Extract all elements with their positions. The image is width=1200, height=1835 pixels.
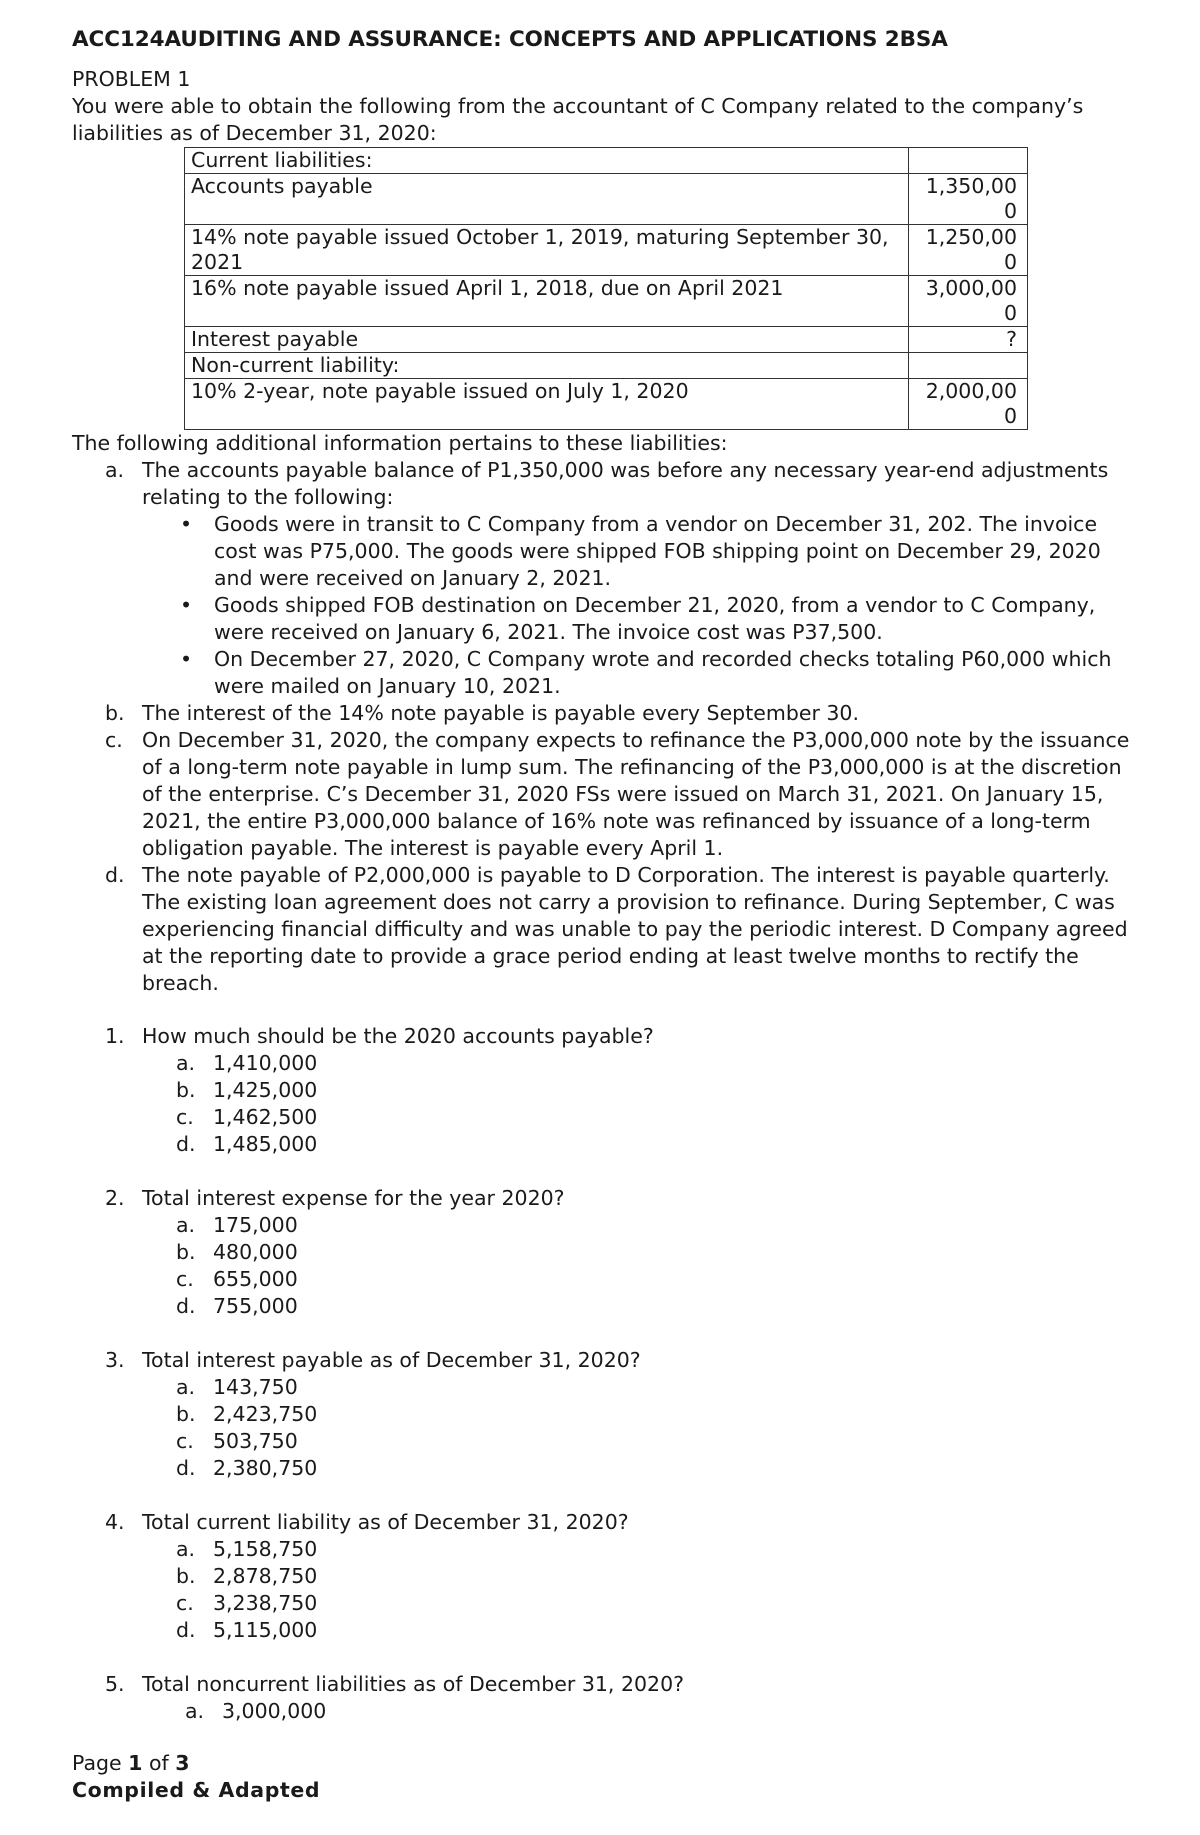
row-description: Non-current liability: [185,353,909,379]
choice-value: 3,000,000 [222,1699,327,1723]
question-item [105,1671,1142,1725]
choice-letter: b. [176,1240,196,1264]
choice-letter: a. [176,1051,196,1075]
question-number: 3. [105,1348,125,1372]
question-text: Total current liability as of December 31, 2020? [142,1510,629,1534]
choice-letter: a. [185,1699,205,1723]
bullet-item [176,592,1142,646]
item-text: The interest of the 14% note payable is payable every September 30. [142,701,859,725]
choice-item [176,1293,1142,1320]
table-row [185,379,1028,430]
item-marker: b. [105,701,125,725]
choice-value: 5,158,750 [213,1537,318,1561]
choice-value: 5,115,000 [213,1618,318,1642]
item-marker: d. [105,863,125,887]
choice-item [176,1374,1142,1401]
bullet-icon: • [180,647,193,671]
row-amount [909,148,1028,174]
row-amount: 1,250,000 [909,225,1028,276]
bullet-text: Goods shipped FOB destination on December 21, 2020, from a vendor to C Company, were received on January 6, 2021. The invoice cost was P37,500. [214,593,1096,644]
choice-item [176,1455,1142,1482]
row-amount: 3,000,000 [909,276,1028,327]
choice-letter: d. [176,1618,196,1642]
of-word: of [148,1751,169,1775]
choice-item [185,1698,1142,1725]
choice-list [176,1050,1142,1158]
choice-value: 655,000 [213,1267,298,1291]
choice-value: 1,485,000 [213,1132,318,1156]
choice-value: 143,750 [213,1375,298,1399]
choice-value: 1,425,000 [213,1078,318,1102]
choice-list [176,1374,1142,1482]
choice-letter: a. [176,1537,196,1561]
list-item [105,862,1142,997]
question-number: 1. [105,1024,125,1048]
choice-item [176,1536,1142,1563]
choice-value: 2,380,750 [213,1456,318,1480]
choice-letter: c. [176,1429,194,1453]
choice-list [185,1698,1142,1725]
choice-letter: d. [176,1456,196,1480]
choice-item [176,1050,1142,1077]
item-text: The accounts payable balance of P1,350,000 was before any necessary year-end adjustments relating to the following: [142,458,1109,509]
choice-value: 503,750 [213,1429,298,1453]
bullet-text: Goods were in transit to C Company from a vendor on December 31, 202. The invoice cost was P75,000. The goods were shipped FOB shipping point on December 29, 2020 and were received on January 2, 2021. [214,512,1101,590]
questions-list [105,1023,1142,1725]
page-counter [72,1750,320,1777]
table-row [185,327,1028,353]
question-item [105,1509,1142,1644]
table-row [185,225,1028,276]
item-marker: c. [105,728,123,752]
choice-value: 2,878,750 [213,1564,318,1588]
page-total: 3 [175,1751,190,1775]
choice-item [176,1239,1142,1266]
page-footer [72,1750,320,1804]
choice-letter: b. [176,1402,196,1426]
row-amount: ? [909,327,1028,353]
intro-paragraph: You were able to obtain the following from the accountant of C Company related to the company’s liabilities as of December 31, 2020: [72,94,1084,145]
choice-letter: b. [176,1078,196,1102]
choice-letter: d. [176,1294,196,1318]
question-number: 5. [105,1672,125,1696]
choice-item [176,1077,1142,1104]
question-text: Total interest payable as of December 31, 2020? [142,1348,641,1372]
question-item [105,1185,1142,1320]
list-item [105,727,1142,862]
list-item [105,457,1142,700]
question-text: How much should be the 2020 accounts payable? [142,1024,654,1048]
choice-item [176,1563,1142,1590]
choice-value: 480,000 [213,1240,298,1264]
document-title: ACC124AUDITING AND ASSURANCE: CONCEPTS AND APPLICATIONS 2BSA [72,27,948,52]
choice-value: 755,000 [213,1294,298,1318]
item-text: On December 31, 2020, the company expects to refinance the P3,000,000 note by the issuance of a long-term note payable in lump sum. The refinancing of the P3,000,000 is at the discretion of the enterprise. C’s December 31, 2020 FSs were issued on March 31, 2021. On January 15, 2021, the entire P3,000,000 balance of 16% note was refinanced by issuance of a long-term obligation payable. The interest is payable every April 1. [142,728,1130,860]
choice-item [176,1401,1142,1428]
bullet-icon: • [180,512,193,536]
question-item [105,1347,1142,1482]
page-number: 1 [128,1751,143,1775]
choice-item [176,1590,1142,1617]
table-row [185,276,1028,327]
choice-letter: b. [176,1564,196,1588]
choice-value: 1,410,000 [213,1051,318,1075]
choice-item [176,1212,1142,1239]
table-row [185,148,1028,174]
row-amount: 1,350,000 [909,174,1028,225]
row-description: Current liabilities: [185,148,909,174]
row-amount [909,353,1028,379]
choice-value: 1,462,500 [213,1105,318,1129]
problem-heading: PROBLEM 1 [72,67,191,91]
question-text: Total noncurrent liabilities as of December 31, 2020? [142,1672,685,1696]
choice-value: 3,238,750 [213,1591,318,1615]
question-item [105,1023,1142,1158]
choice-value: 175,000 [213,1213,298,1237]
choice-letter: a. [176,1213,196,1237]
bullet-item [176,511,1142,592]
row-description: Accounts payable [185,174,909,225]
choice-letter: c. [176,1105,194,1129]
additional-info-lead: The following additional information pertains to these liabilities: [72,431,728,455]
document-page [72,24,1142,1725]
choice-item [176,1266,1142,1293]
choice-letter: c. [176,1267,194,1291]
choice-item [176,1617,1142,1644]
list-item [105,700,1142,727]
row-amount: 2,000,000 [909,379,1028,430]
choice-list [176,1536,1142,1644]
liabilities-table [184,147,1028,430]
row-description: 16% note payable issued April 1, 2018, due on April 2021 [185,276,909,327]
bullet-list [176,511,1142,700]
table-row [185,353,1028,379]
choice-letter: d. [176,1132,196,1156]
bullet-item [176,646,1142,700]
item-marker: a. [105,458,125,482]
question-text: Total interest expense for the year 2020? [142,1186,565,1210]
bullet-text: On December 27, 2020, C Company wrote and recorded checks totaling P60,000 which were mailed on January 10, 2021. [214,647,1112,698]
choice-item [176,1104,1142,1131]
additional-info-list [105,457,1142,997]
page-word: Page [72,1751,122,1775]
choice-letter: c. [176,1591,194,1615]
choice-list [176,1212,1142,1320]
row-description: Interest payable [185,327,909,353]
choice-letter: a. [176,1375,196,1399]
question-number: 2. [105,1186,125,1210]
item-text: The note payable of P2,000,000 is payable to D Corporation. The interest is payable quarterly. The existing loan agreement does not carry a provision to refinance. During September, C was experiencing financial difficulty and was unable to pay the periodic interest. D Company agreed at the reporting date to provide a grace period ending at least twelve months to rectify the breach. [142,863,1128,995]
choice-item [176,1131,1142,1158]
bullet-icon: • [180,593,193,617]
row-description: 10% 2-year, note payable issued on July 1, 2020 [185,379,909,430]
choice-value: 2,423,750 [213,1402,318,1426]
row-description: 14% note payable issued October 1, 2019, maturing September 30, 2021 [185,225,909,276]
question-number: 4. [105,1510,125,1534]
compiled-note: Compiled & Adapted [72,1778,321,1802]
table-row [185,174,1028,225]
choice-item [176,1428,1142,1455]
